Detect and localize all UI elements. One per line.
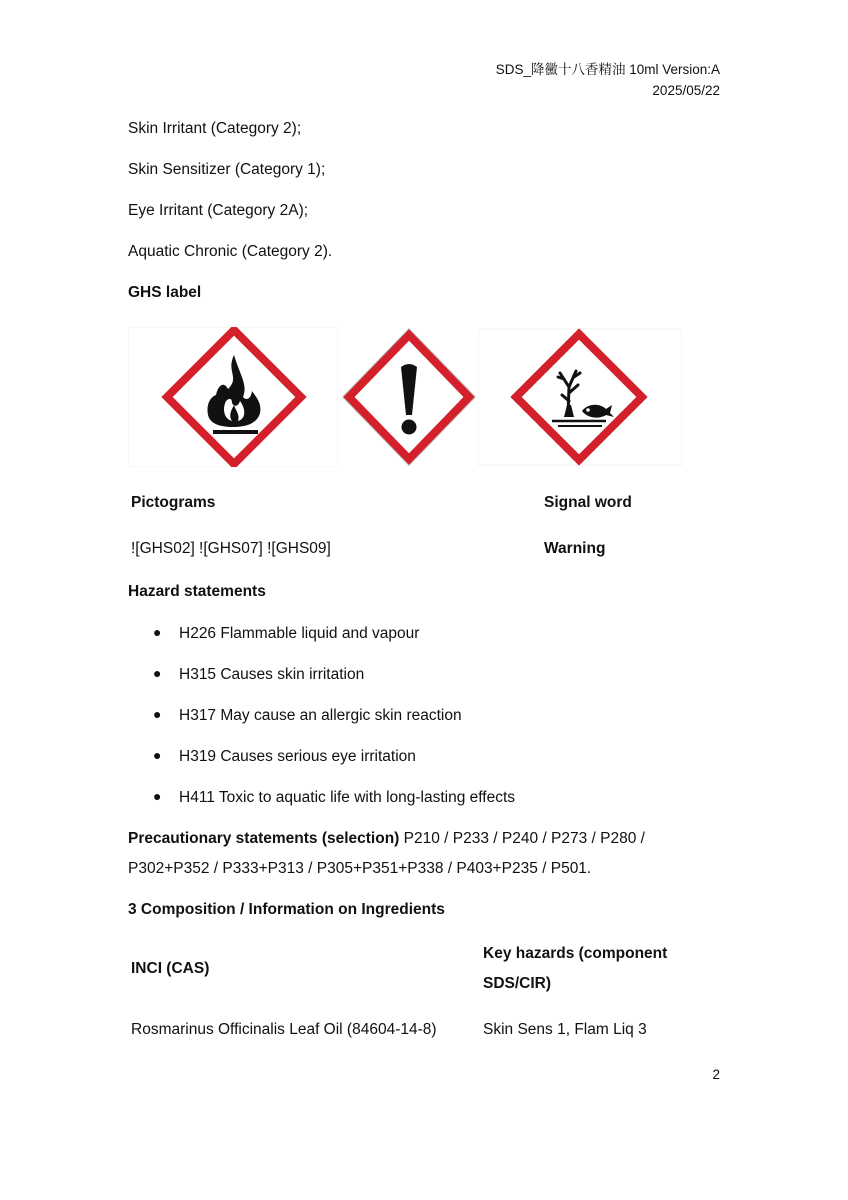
page-number: 2 xyxy=(712,1067,720,1082)
signal-word-value: Warning xyxy=(544,540,606,557)
classification-item: Skin Sensitizer (Category 1); xyxy=(128,161,326,178)
bullet-icon: ● xyxy=(153,788,162,804)
bullet-icon: ● xyxy=(153,665,162,681)
inci-cas-header: INCI (CAS) xyxy=(131,960,210,977)
precautionary-statements-line1 xyxy=(128,829,645,849)
classification-item: Eye Irritant (Category 2A); xyxy=(128,202,309,219)
hazard-statement-item: H226 Flammable liquid and vapour xyxy=(179,625,420,642)
precautionary-codes-part2: P302+P352 / P333+P313 / P305+P351+P338 / P403+P235 / P501. xyxy=(128,860,592,877)
hazard-statement-item: H411 Toxic to aquatic life with long-lasting effects xyxy=(179,789,516,806)
precautionary-label: Precautionary statements (selection) xyxy=(128,830,400,847)
environment-icon xyxy=(478,327,682,467)
composition-heading: 3 Composition / Information on Ingredients xyxy=(128,901,445,918)
precautionary-codes-part1: P210 / P233 / P240 / P273 / P280 / xyxy=(399,830,645,847)
exclamation-mark-icon xyxy=(340,327,478,467)
ingredient-inci: Rosmarinus Officinalis Leaf Oil (84604-14-8) xyxy=(131,1021,437,1038)
hazard-statements-heading: Hazard statements xyxy=(128,583,266,600)
bullet-icon: ● xyxy=(153,747,162,763)
key-hazards-header-cont: SDS/CIR) xyxy=(483,975,552,992)
key-hazards-header: Key hazards (component xyxy=(483,945,668,962)
bullet-icon: ● xyxy=(153,624,162,640)
document-date: 2025/05/22 xyxy=(652,83,720,98)
hazard-statement-item: H315 Causes skin irritation xyxy=(179,666,365,683)
ingredient-hazards: Skin Sens 1, Flam Liq 3 xyxy=(483,1021,647,1038)
flame-icon xyxy=(128,327,338,467)
signal-word-header: Signal word xyxy=(544,494,632,511)
document-title: SDS_降黴十八香精油 10ml Version:A xyxy=(495,62,720,77)
ghs-label-heading: GHS label xyxy=(128,284,202,301)
classification-item: Skin Irritant (Category 2); xyxy=(128,120,302,137)
bullet-icon: ● xyxy=(153,706,162,722)
hazard-statement-item: H317 May cause an allergic skin reaction xyxy=(179,707,462,724)
classification-item: Aquatic Chronic (Category 2). xyxy=(128,243,333,260)
pictograms-header: Pictograms xyxy=(131,494,216,511)
hazard-statement-item: H319 Causes serious eye irritation xyxy=(179,748,416,765)
pictogram-codes: ![GHS02] ![GHS07] ![GHS09] xyxy=(131,540,331,557)
